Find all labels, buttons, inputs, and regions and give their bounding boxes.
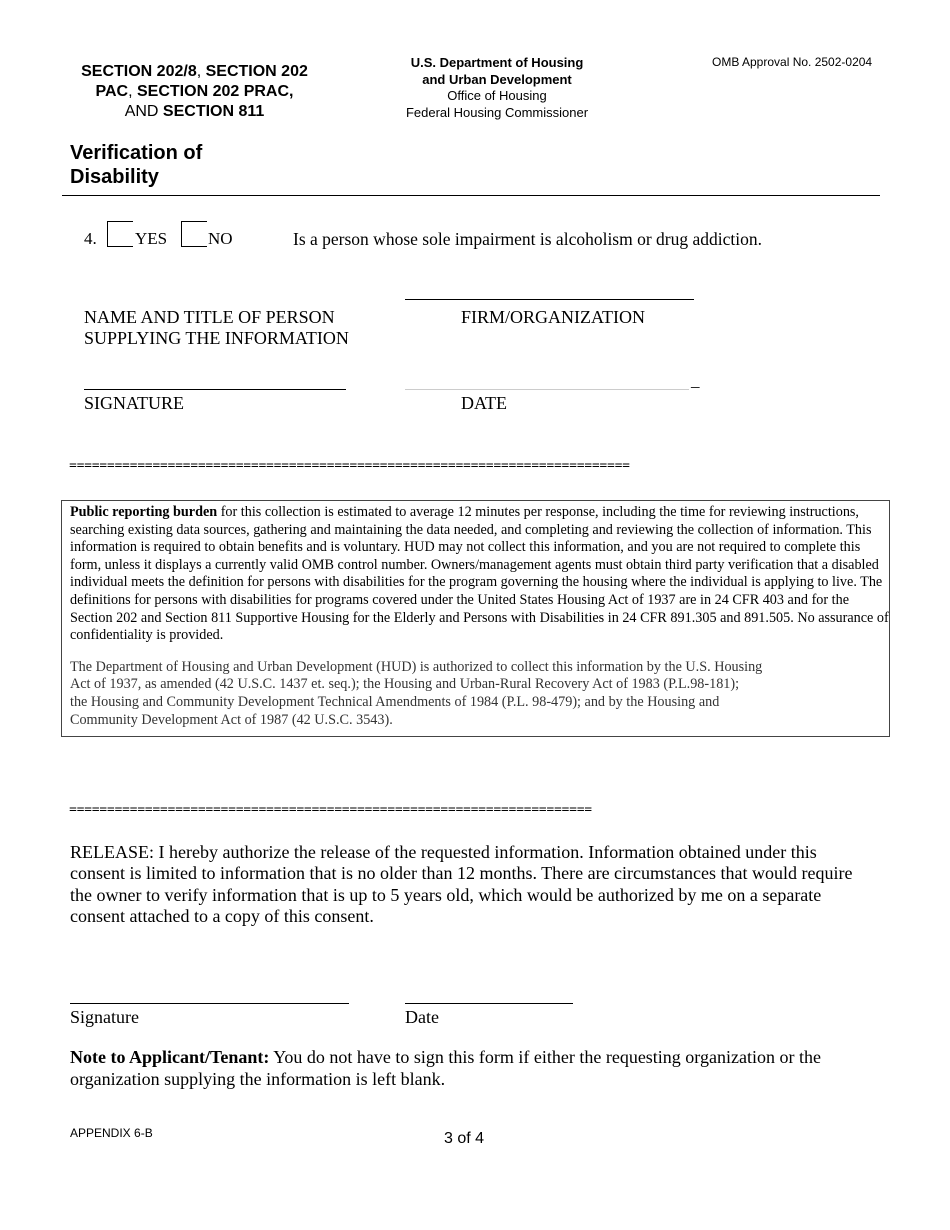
agency-office: Office of Housing xyxy=(447,88,547,103)
date-label: DATE xyxy=(461,393,507,413)
burden-text: for this collection is estimated to average 12 minutes per response, including the time for reviewing instructions, searching existing data sources, gathering and maintaining the data needed, and completing and reviewing the collection of information. This information is required to obtain benefits and is voluntary. HUD may not collect this information, and you are not required to complete this form, unless it displays a currently valid OMB control number. Owners/management agents must obtain third party verification that a disabled individual meets the definition for persons with disabilities for the program governing the housing where the individual is applying to live. The definitions for persons with disabilities for programs covered under the United States Housing Act of 1937 are in 24 CFR 403 and for the Section 202 and Section 811 Supportive Housing for the Elderly and Persons with Disabilities in 24 CFR 891.305 and 891.505. No assurance of confidentiality is provided. xyxy=(70,504,889,644)
release-statement: RELEASE: I hereby authorize the release of the requested information. Information obtained under this consent is limited to information that is no older than 12 months. There are circumstances that would require the owner to verify information that is up to 5 years old, which would be authorized by me on a separate consent attached to a copy of this consent. xyxy=(70,842,853,926)
note-lead: Note to Applicant/Tenant: xyxy=(70,1047,270,1067)
page-title xyxy=(70,141,202,189)
comma: , xyxy=(196,63,206,80)
burden-lead: Public reporting burden xyxy=(70,504,218,520)
agency-commissioner: Federal Housing Commissioner xyxy=(405,104,589,120)
question-text: Is a person whose sole impairment is alcoholism or drug addiction. xyxy=(293,229,763,249)
and-word: AND xyxy=(124,103,163,120)
applicant-signature-label: Signature xyxy=(70,1007,139,1027)
name-title-label-line-1: NAME AND TITLE OF PERSON xyxy=(84,307,335,327)
authority-line: the Housing and Community Development Technical Amendments of 1984 (P.L. 98-479); and by the Housing and xyxy=(70,693,720,710)
applicant-signature-line[interactable] xyxy=(70,1003,349,1004)
appendix-label: APPENDIX 6-B xyxy=(70,1126,153,1140)
applicant-date-label: Date xyxy=(405,1007,439,1027)
page-number: 3 of 4 xyxy=(444,1130,485,1147)
title-divider xyxy=(62,195,880,196)
separator-line: ========================================================================== xyxy=(69,459,630,474)
authority-statement xyxy=(70,659,889,729)
name-title-label xyxy=(84,307,349,349)
section-202: SECTION 202 xyxy=(205,63,308,80)
signature-line[interactable] xyxy=(84,389,346,390)
omb-approval-number: OMB Approval No. 2502-0204 xyxy=(712,55,873,69)
authority-line: Community Development Act of 1987 (42 U.S.C. 3543). xyxy=(70,711,393,728)
signature-label: SIGNATURE xyxy=(84,393,185,413)
comma: , xyxy=(128,83,137,100)
separator-line: ===================================================================== xyxy=(69,803,592,818)
question-number: 4. xyxy=(84,229,97,248)
authority-line: The Department of Housing and Urban Development (HUD) is authorized to collect this information by the U.S. Housing xyxy=(70,658,763,675)
name-title-label-line-2: SUPPLYING THE INFORMATION xyxy=(84,328,349,348)
no-label: NO xyxy=(208,229,233,248)
note-text: You do not have to sign this form if either the requesting organization or the organization supplying the information is left blank. xyxy=(70,1047,821,1089)
applicant-note xyxy=(70,1047,890,1090)
authority-line: Act of 1937, as amended (42 U.S.C. 1437 et. seq.); the Housing and Urban-Rural Recovery Act of 1983 (P.L.98-181); xyxy=(70,676,740,693)
firm-signature-line[interactable] xyxy=(405,299,694,300)
section-202-8: SECTION 202/8 xyxy=(81,63,197,80)
applicant-date-line[interactable] xyxy=(405,1003,573,1004)
section-prac: SECTION 202 PRAC, xyxy=(137,83,294,100)
yes-label: YES xyxy=(135,229,168,248)
agency-line-1: U.S. Department of Housing xyxy=(410,55,584,70)
public-reporting-burden-box xyxy=(61,500,890,737)
yes-checkbox[interactable] xyxy=(107,221,133,247)
date-line[interactable] xyxy=(405,389,689,390)
title-line-1: Verification of xyxy=(70,142,203,164)
no-checkbox[interactable] xyxy=(181,221,207,247)
section-pac: PAC xyxy=(95,83,129,100)
section-811: SECTION 811 xyxy=(162,103,265,120)
agency-heading xyxy=(380,55,614,121)
title-line-2: Disability xyxy=(70,166,159,188)
firm-label: FIRM/ORGANIZATION xyxy=(461,307,645,327)
burden-statement xyxy=(70,504,889,645)
stray-underscore: _ xyxy=(691,371,700,390)
agency-line-2: and Urban Development xyxy=(422,71,572,87)
form-section-heading xyxy=(62,62,327,122)
